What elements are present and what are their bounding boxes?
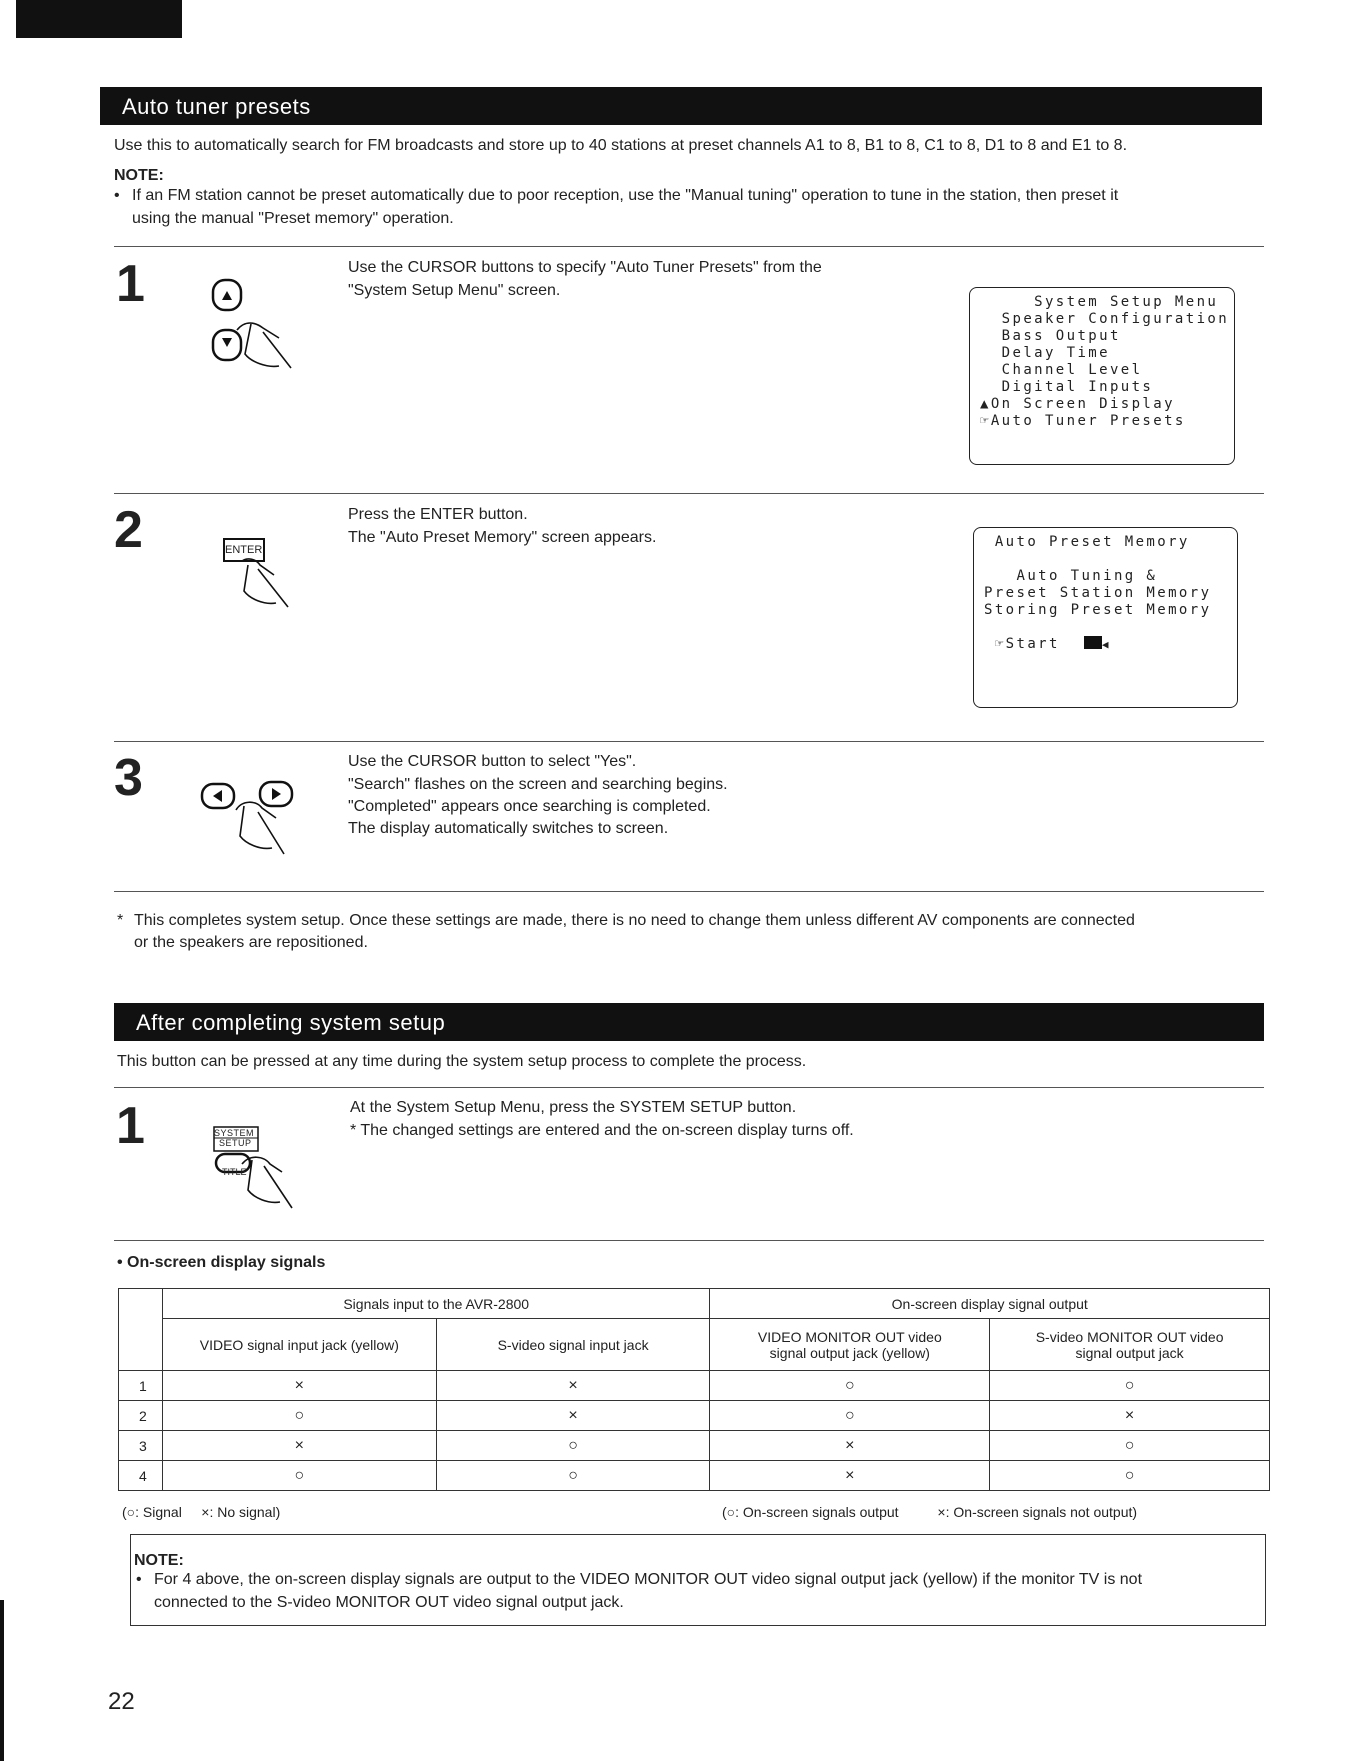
section2-intro: This button can be pressed at any time during the system setup process to complete the process. [117, 1053, 807, 1070]
cell: ○ [436, 1431, 710, 1461]
osd-signals-heading-text: On-screen display signals [127, 1254, 326, 1271]
cell: ○ [162, 1401, 436, 1431]
step2-line2: The "Auto Preset Memory" screen appears. [348, 529, 657, 546]
bottom-note-line: connected to the S-video MONITOR OUT video signal output jack. [154, 1594, 624, 1611]
scan-edge [0, 1600, 4, 1761]
setup-label: SETUP [219, 1138, 252, 1148]
cell: ○ [710, 1371, 990, 1401]
section2-step-line1: At the System Setup Menu, press the SYSTEM SETUP button. [350, 1099, 797, 1116]
osd-signals-heading: • On-screen display signals [117, 1254, 326, 1271]
divider [114, 741, 1264, 742]
divider [114, 891, 1264, 892]
step-number: 2 [114, 501, 143, 559]
step3-line3: "Completed" appears once searching is completed. [348, 798, 711, 815]
col-line: S-video MONITOR OUT video [1035, 1328, 1224, 1345]
divider [114, 1087, 1264, 1088]
osd-line: Delay Time [980, 345, 1110, 361]
cell: ○ [990, 1461, 1270, 1491]
cursor-left-right-buttons-icon [200, 778, 320, 858]
cell: ○ [436, 1461, 710, 1491]
row-number: 1 [119, 1371, 163, 1401]
col-line: VIDEO MONITOR OUT video [757, 1328, 942, 1345]
col-video-input: VIDEO signal input jack (yellow) [162, 1319, 436, 1371]
table-row [119, 1371, 1270, 1401]
enter-label: ENTER [225, 544, 263, 556]
osd-line: Digital Inputs [980, 379, 1154, 395]
table-row [119, 1431, 1270, 1461]
divider [114, 493, 1264, 494]
cell: × [710, 1461, 990, 1491]
step3-line4: The display automatically switches to screen. [348, 820, 669, 837]
osd-line: Storing Preset Memory [984, 602, 1212, 618]
step1-line2: "System Setup Menu" screen. [348, 282, 561, 299]
cell: ○ [990, 1431, 1270, 1461]
table-corner [119, 1289, 163, 1371]
step-number: 1 [116, 255, 145, 313]
osd-start-line [984, 636, 1227, 653]
cell: × [436, 1371, 710, 1401]
completion-note: This completes system setup. Once these settings are made, there is no need to change them unless different AV components are connected [134, 912, 1135, 929]
osd-line: ☞Start [984, 636, 1060, 652]
step-number: 1 [116, 1097, 145, 1155]
cell: ○ [990, 1371, 1270, 1401]
note-line: If an FM station cannot be preset automatically due to poor reception, use the "Manual tuning" operation to tune in the station, then preset it [132, 187, 1119, 204]
bottom-note-line: For 4 above, the on-screen display signals are output to the VIDEO MONITOR OUT video signal output jack (yellow) if the monitor TV is not [154, 1571, 1143, 1588]
osd-spacer [984, 619, 1227, 636]
osd-line: Bass Output [980, 328, 1121, 344]
cursor-up-down-buttons-icon [205, 272, 301, 372]
cell: ○ [162, 1461, 436, 1491]
note-label: NOTE: [114, 167, 164, 184]
osd-system-setup-menu [969, 287, 1235, 465]
step2-line1: Press the ENTER button. [348, 506, 528, 523]
osd-spacer [984, 551, 1227, 568]
col-line: signal output jack (yellow) [769, 1344, 930, 1361]
step-number: 3 [114, 749, 143, 807]
cell: × [990, 1401, 1270, 1431]
col-svideo-monitor-out [990, 1319, 1270, 1371]
col-line: signal output jack [1075, 1344, 1184, 1361]
osd-line: Auto Tuning & [984, 568, 1158, 584]
row-number: 4 [119, 1461, 163, 1491]
cell: × [162, 1431, 436, 1461]
osd-cursor-block [1084, 636, 1102, 649]
bottom-note-bullet: • [136, 1571, 142, 1588]
osd-line: ▲On Screen Display [980, 396, 1175, 412]
note-line: using the manual "Preset memory" operation. [132, 210, 454, 227]
section2-step-line2: * The changed settings are entered and the on-screen display turns off. [350, 1122, 854, 1139]
legend-left: (○: Signal ×: No signal) [122, 1504, 281, 1520]
header-tab [16, 0, 182, 38]
group-output-header: On-screen display signal output [710, 1289, 1270, 1319]
group-input-header: Signals input to the AVR-2800 [162, 1289, 709, 1319]
system-label: SYSTEM [214, 1128, 255, 1138]
section1-intro: Use this to automatically search for FM broadcasts and store up to 40 stations at preset channels A1 to 8, B1 to 8, C1 to 8, D1 to 8 and E1 to 8. [114, 137, 1128, 154]
row-number: 3 [119, 1431, 163, 1461]
table-row [119, 1461, 1270, 1491]
row-number: 2 [119, 1401, 163, 1431]
completion-note: or the speakers are repositioned. [134, 934, 368, 951]
col-svideo-input: S-video signal input jack [436, 1319, 710, 1371]
legend-right: (○: On-screen signals output ×: On-screen signals not output) [722, 1504, 1138, 1520]
osd-line: Speaker Configuration [980, 311, 1230, 327]
divider [114, 246, 1264, 247]
section-title-after-completing: After completing system setup [114, 1003, 1264, 1041]
osd-line: Preset Station Memory [984, 585, 1212, 601]
note-bullet: • [114, 187, 120, 204]
osd-line: Auto Preset Memory [984, 534, 1190, 550]
title-label: TITLE [222, 1167, 247, 1177]
bottom-note-label: NOTE: [134, 1552, 184, 1569]
osd-signals-table [118, 1288, 1270, 1491]
osd-line: Channel Level [980, 362, 1143, 378]
osd-auto-preset-memory [973, 527, 1238, 708]
step1-line1: Use the CURSOR buttons to specify "Auto Tuner Presets" from the [348, 259, 822, 276]
cell: ○ [710, 1401, 990, 1431]
col-video-monitor-out [710, 1319, 990, 1371]
divider [114, 1240, 1264, 1241]
cell: × [710, 1431, 990, 1461]
asterisk: * [117, 912, 124, 929]
osd-cursor-arrow-icon: ◀ [1101, 638, 1111, 651]
page-number: 22 [108, 1688, 135, 1715]
section-title-auto-tuner-presets: Auto tuner presets [100, 87, 1262, 125]
table-row [119, 1401, 1270, 1431]
cell: × [162, 1371, 436, 1401]
step3-line1: Use the CURSOR button to select "Yes". [348, 753, 637, 770]
step3-line2: "Search" flashes on the screen and searching begins. [348, 776, 728, 793]
osd-line-selected: ☞Auto Tuner Presets [980, 413, 1186, 429]
cell: × [436, 1401, 710, 1431]
osd-line: System Setup Menu [980, 294, 1219, 310]
